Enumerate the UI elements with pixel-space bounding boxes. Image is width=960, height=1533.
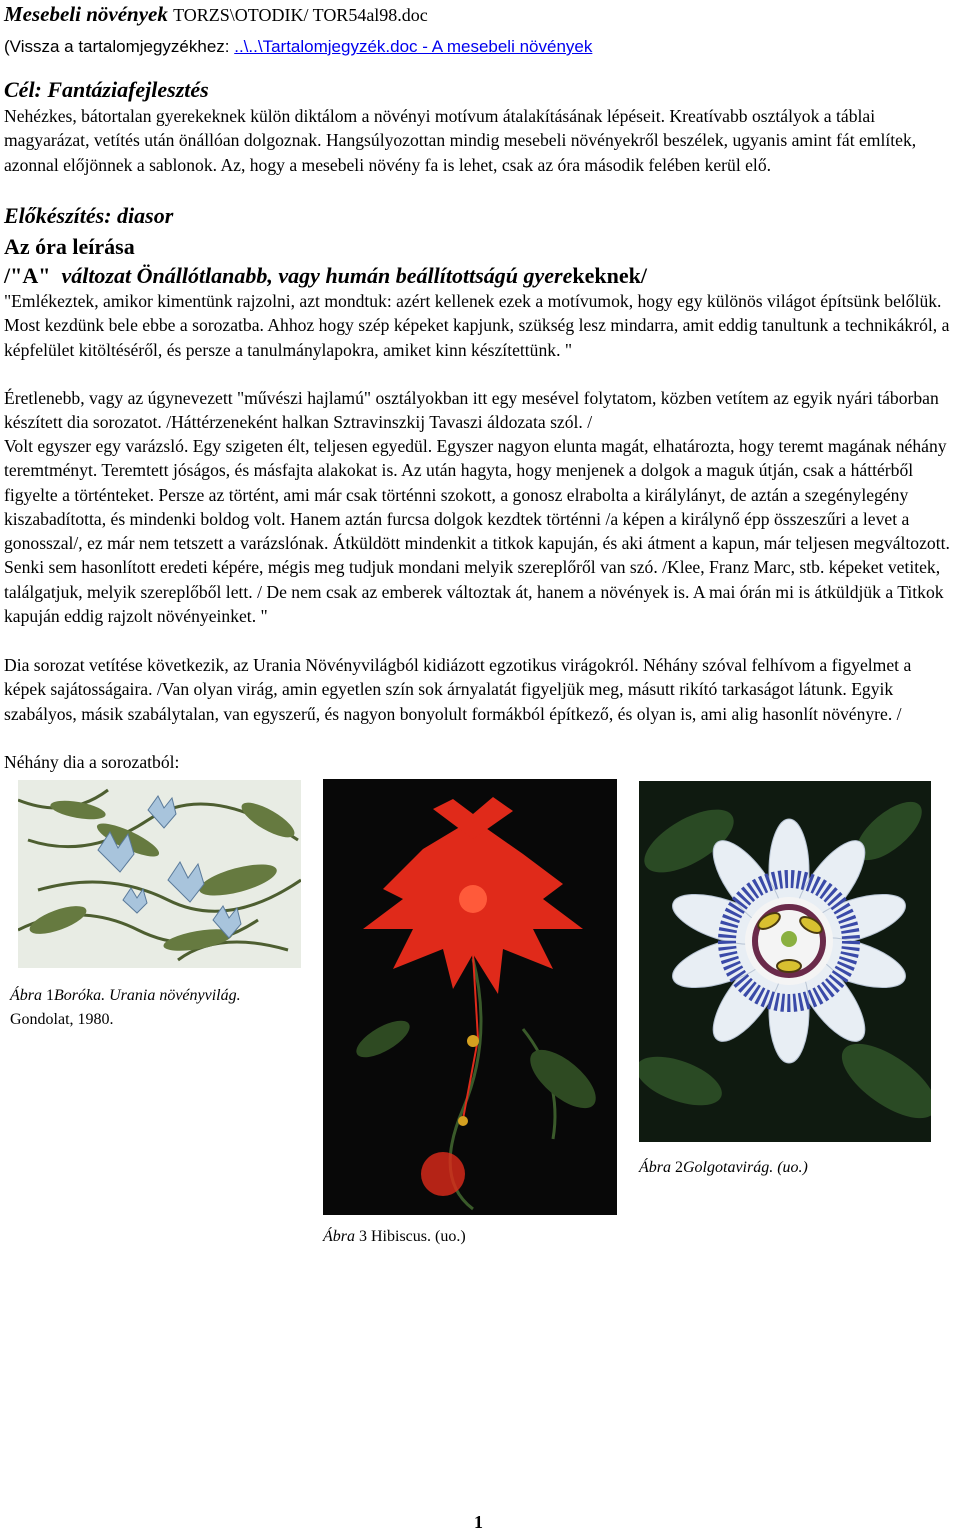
document-file-path: TORZS\OTODIK/ TOR54al98.doc [173, 5, 428, 25]
back-to-contents-line [4, 35, 592, 58]
preparation-heading: Előkészítés: diasor [4, 203, 174, 228]
variant-a-heading: /"A" változat Önállótlanabb, vagy humán beállítottságú gyerekeknek/ [4, 263, 647, 288]
back-link-prefix: (Vissza a tartalomjegyzékhez: [4, 37, 235, 56]
paragraph-remember: "Emlékeztek, amikor kimentünk rajzolni, azt mondtuk: azért kellenek ezek a motívumok, hogy egy különös világot építsünk belőlük. Most kezdünk bele ebbe a sorozatba. Ahhoz hogy szép képeket kapjunk, szükség lesz mindarra, amit eddig tanultunk a technikákról, a képfelület kitöltéséről, és persze a tanulmánylapokra, amiket kinn készítettünk. " [4, 291, 950, 360]
figure-3-caption: Ábra 3 Hibiscus. (uo.) [323, 1228, 466, 1245]
page-number: 1 [474, 1512, 483, 1532]
passionflower-photo-icon [639, 781, 931, 1142]
passionflower-image [639, 781, 931, 1142]
hibiscus-photo-icon [323, 779, 617, 1215]
document-title: Mesebeli növények [4, 2, 168, 26]
juniper-photo-icon [18, 780, 301, 968]
figure-1-caption: Ábra 1Boróka. Urania növényvilág. Gondolat, 1980. [10, 987, 241, 1028]
lesson-description-heading: Az óra leírása [4, 234, 135, 259]
goal-heading: Cél: Fantáziafejlesztés [4, 77, 209, 102]
paragraph-some-slides: Néhány dia a sorozatból: [4, 752, 180, 772]
juniper-image [18, 780, 301, 968]
paragraph-slide-show: Dia sorozat vetítése következik, az Urania Növényvilágból kidiázott egzotikus virágokról. Néhány szóval felhívom a figyelmet a képek sajátosságaira. /Van olyan virág, amin egyetlen szín sok árnyalatát figyeljük meg, másutt rikító tarkaságot látunk. Egyik szabályos, másik szabálytalan, van egyszerű, és nagyon bonyolult formákból építkező, és olyan is, ami alig hasonlít növényre. / [4, 655, 912, 724]
hibiscus-image [323, 779, 617, 1215]
intro-paragraph: Nehézkes, bátortalan gyerekeknek külön diktálom a növényi motívum átalakításának lépéseit. Kreatívabb osztályok a táblai magyarázat, vetítés után önállóan dolgoznak. Hangsúlyozottan mindig mesebeli növényekről beszélek, ugyanis amint fát említek, azonnal előjönnek a sablonok. Az, hogy a mesebeli növény fa is lehet, csak az óra második felében kerül elő. [4, 106, 917, 175]
paragraph-wizard-tale: Volt egyszer egy varázsló. Egy szigeten élt, teljesen egyedül. Egyszer nagyon elunta magát, elhatározta, hogy teremt magának néhány teremtményt. Teremtett jóságos, és másfajta alakokat is. Az után hagyta, hogy menjenek a dolgok a maguk útján, csak a háttérből figyelte a történteket. Persze az történt, ami már csak történni szokott, a gonosz elrabolta a királylányt, de aztán a szegénylegény kiszabadította, és mindenki boldog volt. Hanem aztán furcsa dolgok kezdtek történni /a képen a királynő épp összeszűri a levet a gonosszal/, ez már nem tetszett a varázslónak. Átküldött mindenkit a titkok kapuján, és aki átment a kapun, már teljesen megváltozott. Senki sem hasonlított eredeti képére, mégis meg tudjuk mondani melyik szereplőről van szó. /Klee, Franz Marc, stb. képeket vetitek, találgatjuk, melyik szereplőből lett. / De nem csak az emberek változtak át, hanem a növények is. A mai órán mi is átküldjük a Titkok kapuján eddig rajzolt növényeinket. " [4, 436, 950, 627]
paragraph-immature-classes: Éretlenebb, vagy az úgynevezett "művészi hajlamú" osztályokban itt egy mesével folytatom, közben vetítem az egyik nyári táborban készített dia sorozatot. /Háttérzeneként halkan Sztravinszkij Tavaszi áldozata szól. / [4, 388, 939, 433]
document-title-line [4, 2, 428, 27]
table-of-contents-link[interactable]: ..\..\Tartalomjegyzék.doc - A mesebeli növények [234, 37, 593, 56]
figure-2-caption: Ábra 2Golgotavirág. (uo.) [639, 1159, 808, 1176]
